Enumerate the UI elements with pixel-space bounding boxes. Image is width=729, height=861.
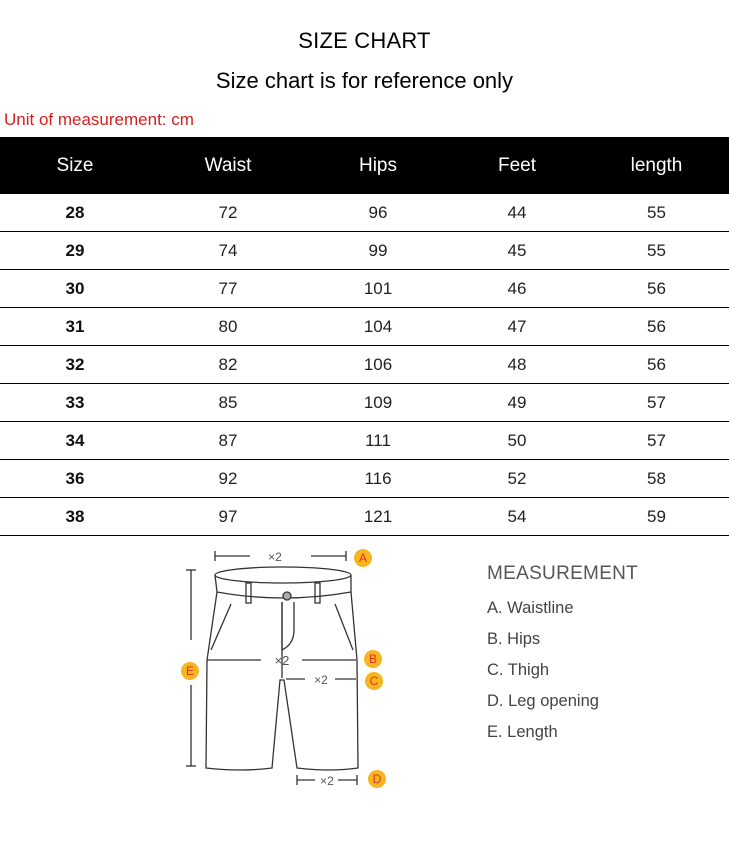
table-cell: 92: [218, 468, 238, 488]
svg-text:C: C: [369, 674, 379, 688]
col-header-feet: Feet: [497, 154, 537, 176]
table-cell: 101: [363, 278, 393, 298]
table-row: [0, 460, 729, 498]
col-header-waist: Waist: [204, 154, 252, 176]
table-cell: 36: [65, 468, 85, 488]
table-cell: 32: [65, 354, 85, 374]
table-cell: 111: [365, 430, 391, 450]
table-cell: 30: [65, 278, 85, 298]
legend-item-length: E. Length: [487, 723, 558, 741]
table-cell: 33: [65, 392, 85, 412]
svg-text:D: D: [372, 772, 382, 786]
table-row: [0, 422, 729, 460]
unit-note: Unit of measurement: cm: [4, 110, 194, 129]
table-cell: 31: [65, 316, 85, 336]
svg-text:×2: ×2: [320, 774, 334, 788]
legend-item-leg-opening: D. Leg opening: [487, 692, 599, 710]
table-cell: 99: [368, 240, 388, 260]
table-cell: 80: [218, 316, 238, 336]
svg-text:×2: ×2: [268, 550, 282, 564]
table-cell: 56: [647, 316, 666, 336]
table-cell: 72: [218, 202, 238, 222]
legend-item-hips: B. Hips: [487, 630, 541, 648]
shorts-diagram-icon: [170, 540, 400, 800]
col-header-hips: Hips: [358, 154, 397, 176]
table-cell: 106: [363, 354, 393, 374]
table-row: [0, 384, 729, 422]
table-cell: 47: [507, 316, 527, 336]
table-row: [0, 194, 729, 232]
table-cell: 77: [218, 278, 238, 298]
table-cell: 121: [363, 506, 393, 526]
table-cell: 57: [647, 392, 666, 412]
table-cell: 56: [647, 354, 666, 374]
table-cell: 57: [647, 430, 666, 450]
table-row: [0, 498, 729, 536]
table-cell: 52: [507, 468, 527, 488]
table-cell: 49: [507, 392, 527, 412]
svg-text:A: A: [358, 551, 368, 565]
table-cell: 50: [507, 430, 527, 450]
table-cell: 85: [218, 392, 238, 412]
table-row: [0, 308, 729, 346]
table-row: [0, 346, 729, 384]
table-cell: 28: [65, 202, 85, 222]
table-header: [0, 137, 729, 194]
table-cell: 46: [507, 278, 527, 298]
table-cell: 97: [218, 506, 238, 526]
table-cell: 48: [507, 354, 527, 374]
table-cell: 59: [647, 506, 666, 526]
svg-text:B: B: [368, 652, 378, 666]
table-cell: 55: [647, 202, 666, 222]
table-row: [0, 232, 729, 270]
col-header-size: Size: [56, 154, 94, 176]
table-cell: 34: [65, 430, 85, 450]
svg-text:×2: ×2: [274, 653, 290, 668]
table-cell: 38: [65, 506, 85, 526]
svg-text:E: E: [185, 664, 195, 678]
table-cell: 58: [647, 468, 666, 488]
page-subtitle: Size chart is for reference only: [215, 68, 514, 93]
svg-text:×2: ×2: [314, 673, 328, 687]
table-cell: 45: [507, 240, 527, 260]
table-cell: 44: [507, 202, 527, 222]
table-cell: 109: [363, 392, 393, 412]
table-cell: 29: [65, 240, 85, 260]
col-header-length: length: [630, 154, 683, 176]
legend-item-thigh: C. Thigh: [487, 661, 550, 679]
table-cell: 116: [364, 468, 392, 488]
table-cell: 55: [647, 240, 666, 260]
table-cell: 56: [647, 278, 666, 298]
table-cell: 74: [218, 240, 238, 260]
table-cell: 54: [507, 506, 527, 526]
legend-heading: MEASUREMENT: [487, 563, 639, 584]
size-table: [0, 137, 729, 536]
table-cell: 96: [368, 202, 388, 222]
table-cell: 104: [363, 316, 393, 336]
table-cell: 82: [218, 354, 238, 374]
table-cell: 87: [218, 430, 238, 450]
measurement-legend: [487, 563, 638, 754]
legend-item-waistline: A. Waistline: [487, 599, 574, 617]
table-row: [0, 270, 729, 308]
page-title: SIZE CHART: [298, 28, 431, 53]
